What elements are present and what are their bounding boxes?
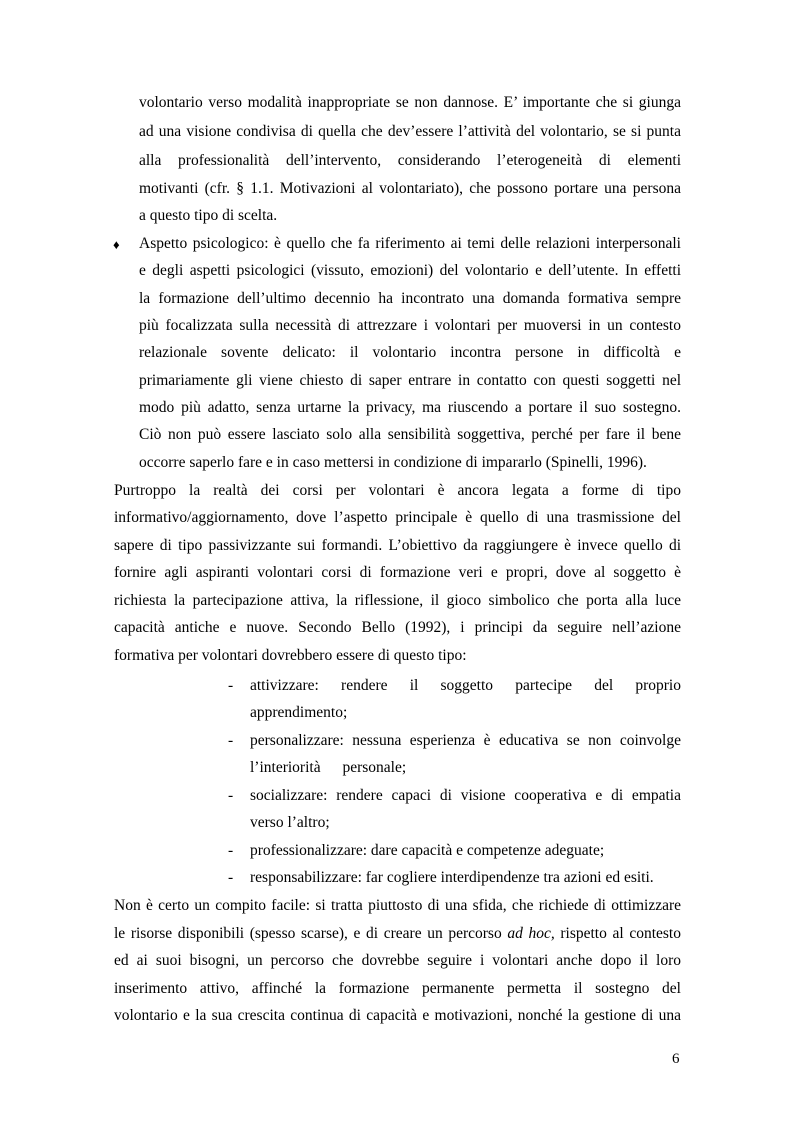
text-line: alla professionalità dell’intervento, considerando l’eterogeneità di elementi [139, 152, 681, 169]
list-item-line: socializzare: rendere capaci di visione cooperativa e di empatia [250, 787, 681, 804]
diamond-bullet-icon: ♦ [113, 237, 120, 252]
bullet-line: più focalizzata sulla necessità di attrezzare i volontari per muoversi in un contesto [139, 317, 681, 334]
paragraph-line: informativo/aggiornamento, dove l’aspetto principale è quello di una trasmissione del [114, 509, 681, 526]
paragraph-line [114, 924, 681, 944]
bullet-line: Ciò non può essere lasciato solo alla sensibilità soggettiva, perché per fare il bene [139, 426, 681, 443]
list-item-line: attivizzare: rendere il soggetto partecipe del proprio [250, 677, 681, 694]
list-item-line: l’interiorità personale; [250, 759, 407, 776]
text-run: le risorse disponibili (spesso scarse), e di creare un percorso [114, 925, 508, 942]
paragraph-line: sapere di tipo passivizzante sui formandi. L’obiettivo da raggiungere è invece quello di [114, 537, 681, 554]
list-item-line: professionalizzare: dare capacità e competenze adeguate; [250, 842, 605, 859]
paragraph-line: ed ai suoi bisogni, un percorso che dovrebbe seguire i volontari anche dopo il loro [114, 952, 681, 969]
text-run: rispetto al contesto [554, 925, 681, 942]
paragraph-line: Non è certo un compito facile: si tratta piuttosto di una sfida, che richiede di ottimizzare [114, 897, 681, 914]
bullet-line: modo più adatto, senza urtarne la privacy, ma riuscendo a portare il suo sostegno. [139, 399, 681, 416]
paragraph-line: Purtroppo la realtà dei corsi per volontari è ancora legata a forme di tipo [114, 482, 681, 499]
dash-marker: - [228, 869, 234, 886]
text-line: ad una visione condivisa di quella che dev’essere l’attività del volontario, se si punta [139, 123, 681, 140]
paragraph-line: fornire agli aspiranti volontari corsi di formazione veri e propri, dove al soggetto è [114, 564, 681, 581]
list-item-line: apprendimento; [250, 704, 348, 721]
text-line: a questo tipo di scelta. [139, 207, 278, 224]
bullet-line: la formazione dell’ultimo decennio ha incontrato una domanda formativa sempre [139, 290, 681, 307]
dash-marker: - [228, 787, 234, 804]
list-item-line: responsabilizzare: far cogliere interdipendenze tra azioni ed esiti. [250, 869, 654, 886]
text-line: motivanti (cfr. § 1.1. Motivazioni al volontariato), che possono portare una persona [139, 180, 681, 197]
list-item-line: personalizzare: nessuna esperienza è educativa se non coinvolge [250, 732, 681, 749]
paragraph-line: capacità antiche e nuove. Secondo Bello (1992), i principi da seguire nell’azione [114, 619, 681, 636]
dash-marker: - [228, 842, 234, 859]
page-number: 6 [672, 1051, 680, 1067]
text-line: volontario verso modalità inappropriate se non dannose. E’ importante che si giunga [139, 94, 681, 111]
bullet-line: occorre saperlo fare e in caso mettersi in condizione di impararlo (Spinelli, 1996). [139, 454, 647, 471]
italic-text: ad hoc, [507, 925, 555, 942]
paragraph-line: formativa per volontari dovrebbero essere di questo tipo: [114, 647, 467, 664]
paragraph-line: volontario e la sua crescita continua di capacità e motivazioni, nonché la gestione di una [114, 1007, 681, 1024]
paragraph-line: richiesta la partecipazione attiva, la riflessione, il gioco simbolico che porta alla luce [114, 592, 681, 609]
bullet-line: e degli aspetti psicologici (vissuto, emozioni) del volontario e dell’utente. In effetti [139, 262, 681, 279]
paragraph-line: inserimento attivo, affinché la formazione permanente permetta il sostegno del [114, 980, 681, 997]
bullet-line: primariamente gli viene chiesto di saper entrare in contatto con questi soggetti nel [139, 372, 681, 389]
bullet-line: relazionale sovente delicato: il volontario incontra persone in difficoltà e [139, 344, 681, 361]
list-item-line: verso l’altro; [250, 814, 330, 831]
bullet-line: Aspetto psicologico: è quello che fa riferimento ai temi delle relazioni interpersonali [139, 235, 681, 252]
dash-marker: - [228, 732, 234, 749]
dash-marker: - [228, 677, 234, 694]
